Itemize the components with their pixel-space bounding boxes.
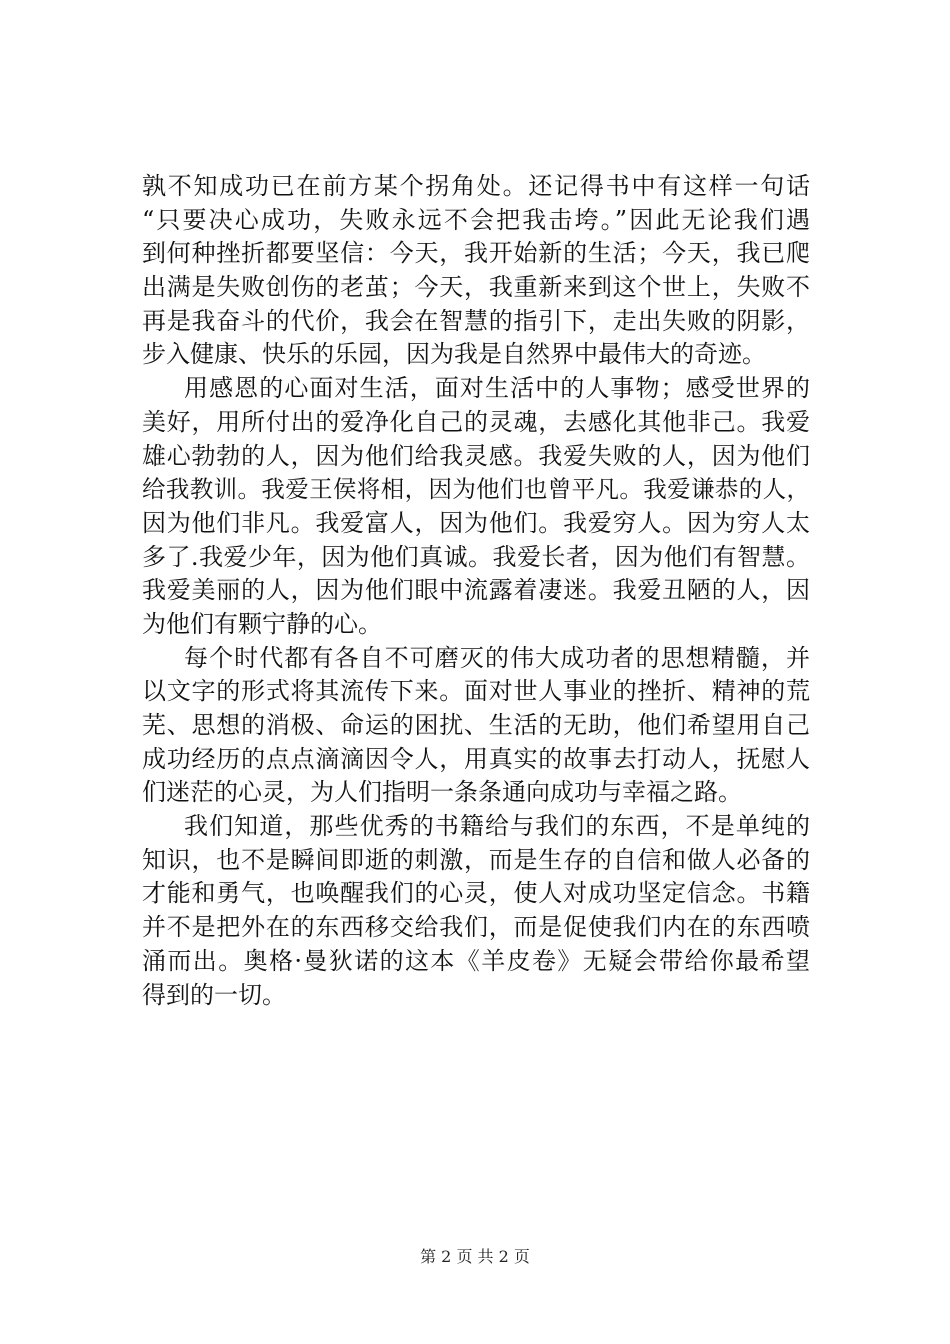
text-line: 到何种挫折都要坚信：今天，我开始新的生活；今天，我已爬 bbox=[142, 239, 810, 268]
text-line: 再是我奋斗的代价，我会在智慧的指引下，走出失败的阴影， bbox=[142, 306, 810, 335]
text-line: 我爱美丽的人，因为他们眼中流露着凄迷。我爱丑陋的人，因 bbox=[142, 576, 810, 605]
text-line: 成功经历的点点滴滴因令人，用真实的故事去打动人，抚慰人 bbox=[142, 744, 810, 773]
text-line: 涌而出。奥格·曼狄诺的这本《羊皮卷》无疑会带给你最希望 bbox=[142, 946, 810, 975]
text-line: 以文字的形式将其流传下来。面对世人事业的挫折、精神的荒 bbox=[142, 677, 810, 706]
text-line: 为他们有颗宁静的心。 bbox=[142, 609, 382, 638]
text-line: 多了.我爱少年，因为他们真诚。我爱长者，因为他们有智慧。 bbox=[142, 542, 810, 571]
text-line: “只要决心成功，失败永远不会把我击垮。”因此无论我们遇 bbox=[142, 205, 810, 234]
text-line: 每个时代都有各自不可磨灭的伟大成功者的思想精髓，并 bbox=[184, 643, 810, 672]
document-body bbox=[142, 170, 810, 1012]
text-line: 知识，也不是瞬间即逝的刺激，而是生存的自信和做人必备的 bbox=[142, 845, 810, 874]
text-line: 给我教训。我爱王侯将相，因为他们也曾平凡。我爱谦恭的人， bbox=[142, 475, 810, 504]
text-line: 芜、思想的消极、命运的困扰、生活的无助，他们希望用自己 bbox=[142, 711, 810, 739]
text-line: 并不是把外在的东西移交给我们，而是促使我们内在的东西喷 bbox=[142, 913, 810, 942]
text-line: 们迷茫的心灵，为人们指明一条条通向成功与幸福之路。 bbox=[142, 778, 742, 807]
text-line: 美好，用所付出的爱净化自己的灵魂，去感化其他非己。我爱 bbox=[142, 407, 810, 436]
text-line: 孰不知成功已在前方某个拐角处。还记得书中有这样一句话 bbox=[142, 172, 810, 200]
text-line: 出满是失败创伤的老茧；今天，我重新来到这个世上，失败不 bbox=[142, 273, 810, 302]
text-line: 雄心勃勃的人，因为他们给我灵感。我爱失败的人，因为他们 bbox=[142, 441, 810, 470]
text-line: 因为他们非凡。我爱富人，因为他们。我爱穷人。因为穷人太 bbox=[142, 508, 810, 537]
page-footer: 第 2 页 共 2 页 bbox=[420, 1247, 530, 1266]
text-line: 用感恩的心面对生活，面对生活中的人事物；感受世界的 bbox=[184, 374, 810, 403]
text-line: 得到的一切。 bbox=[142, 980, 286, 1009]
text-line: 我们知道，那些优秀的书籍给与我们的东西，不是单纯的 bbox=[184, 812, 810, 841]
text-line: 才能和勇气，也唤醒我们的心灵，使人对成功坚定信念。书籍 bbox=[142, 879, 810, 908]
text-line: 步入健康、快乐的乐园，因为我是自然界中最伟大的奇迹。 bbox=[142, 340, 766, 369]
